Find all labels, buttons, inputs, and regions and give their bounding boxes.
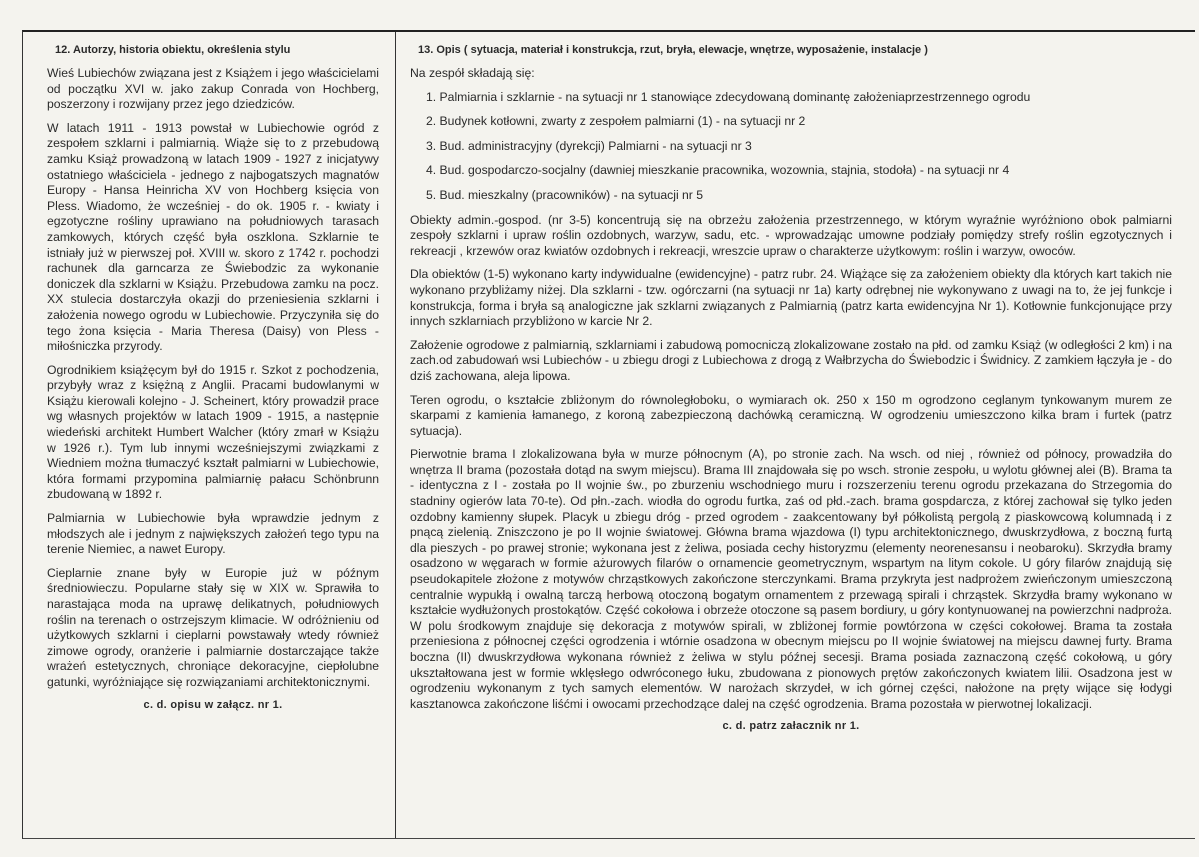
left-continuation-note: c. d. opisu w załącz. nr 1. (143, 698, 283, 711)
building-list (410, 90, 1172, 204)
history-paragraph: W latach 1911 - 1913 powstał w Lubiechowie ogród z zespołem szklarni i palmiarnią. Wiąże się to z przebudową zamku Książ prowadzoną w latach 1909 - 1927 z inicjatywy ostatniego właściciela - jednego z najbogatszych magnatów Europy - Hansa Heinricha XV von Hochberg księcia von Pless. Wiadomo, że wcześniej - do ok. 1905 r. - kwiaty i egzotyczne rośliny uprawiano na południowych tarasach zamkowych, których część była oszklona. Szklarnie te istniały już w pierwszej poł. XVIII w. skoro z 1742 r. pochodzi rachunek dla garncarza ze Świebodzic za wykonanie doniczek dla szklarni w Książu. Przebudowa zamku na pocz. XX stulecia dostarczyła okazji do przeniesienia szklarni i założenia nowego ogrodu w Lubiechowie. Przyczyniła się do tego żona księcia - Maria Theresa (Daisy) von Pless - miłośniczka przyrody. (47, 120, 379, 354)
description-paragraph: Obiekty admin.-gospod. (nr 3-5) koncentrują się na obrzeżu założenia przestrzennego, w którym wyraźnie wyróżniono obok palmiarni zespoły szklarni i upraw roślin ozdobnych, warzyw, sadu, etc. - wprowadzając umowne podziały pomiędzy strefy roślin egzotycznych i rekreacji , krzewów oraz kwiatów ozdobnych i rekreacji, wreszcie upraw o charakterze użytkowym: roślin i warzyw, owoców. (410, 212, 1172, 258)
list-item: 2. Budynek kotłowni, zwarty z zespołem palmiarni (1) - na sytuacji nr 2 (426, 114, 806, 129)
description-paragraph: Teren ogrodu, o kształcie zbliżonym do równoległoboku, o wymiarach ok. 250 x 150 m ogrodzono ceglanym tynkowanym murem ze skarpami z kamienia łamanego, z koroną zabezpieczoną dachówką ceramiczną. W ogrodzeniu umieszczono kilka bram i furtek (patrz sytuacja). (410, 392, 1172, 438)
document-sheet (22, 30, 1195, 839)
history-column (23, 32, 396, 838)
history-paragraph: Ogrodnikiem książęcym był do 1915 r. Szkot z pochodzenia, przybyły wraz z księżną z Anglii. Pracami budowlanymi w Książu kierowali kolejno - J. Scheinert, który prowadził prace wg własnych projektów w latach 1909 - 1915, a następnie wiedeński architekt Humbert Walcher (który zmarł w Książu w 1926 r.). Tym lub innymi wcześniejszymi związkami z Wiedniem można tłumaczyć kształt palmiarni w Lubiechowie, która formami przypomina palmiarnię pałacu Schönbrunn zbudowaną w 1892 r. (47, 362, 379, 502)
description-paragraph: Dla obiektów (1-5) wykonano karty indywidualne (ewidencyjne) - patrz rubr. 24. Wiążące się za założeniem obiekty dla których kart takich nie wykonano przybliżamy niżej. Dla szklarni - tzw. ogórczarni (na sytuacji nr 1a) karty odrębnej nie wykonywano z uwagi na to, że jej funkcje i konstrukcja, forma i bryła są analogiczne jak szklarni związanych z Palmiarnią (patrz karta ewidencyjna Nr 1). Kotłownie funkcjonujące przy innych szklarniach przybliżono w karcie Nr 2. (410, 267, 1172, 329)
description-intro: Na zespół składają się: (410, 66, 535, 80)
list-item: 5. Bud. mieszkalny (pracowników) - na sytuacji nr 5 (426, 187, 704, 202)
list-item: 4. Bud. gospodarczo-socjalny (dawniej mieszkanie pracownika, wozownia, stajnia, stodoła) - na sytuacji nr 4 (426, 163, 1010, 178)
description-column (396, 32, 1192, 838)
list-item: 3. Bud. administracyjny (dyrekcji) Palmiarni - na sytuacji nr 3 (426, 138, 752, 153)
section-13-heading: 13. Opis ( sytuacja, materiał i konstrukcja, rzut, bryła, elewacje, wnętrze, wyposażenie, instalacje ) (418, 44, 928, 56)
section-12-heading: 12. Autorzy, historia obiektu, określenia stylu (55, 44, 291, 56)
description-paragraph: Założenie ogrodowe z palmiarnią, szklarniami i zabudową pomocniczą zlokalizowane zostało na płd. od zamku Książ (w odległości 2 km) i na zach.od zabudowań wsi Lubiechów - u zbiegu drogi z Lubiechowa z drogą z Wałbrzycha do Świebodzic i Świdnicy. Z zamkiem łączyła je - do dziś zachowana, aleja lipowa. (410, 337, 1172, 383)
list-item: 1. Palmiarnia i szklarnie - na sytuacji nr 1 stanowiące zdecydowaną dominantę założeniaprzestrzennego ogrodu (426, 89, 1031, 104)
description-paragraph: Pierwotnie brama I zlokalizowana była w murze północnym (A), po stronie zach. Na wsch. od niej , również od północy, prowadziła do wnętrza II brama (pozostała dotąd na swym miejscu). Brama III znajdowała się po wsch. stronie zespołu, u wylotu głównej alei (B). Brama ta - identyczna z I - została po II wojnie św., po zburzeniu wschodniego muru i rozszerzeniu terenu ogrodu przekazana do Strzegomia do stadniny ogierów lata 70-te). Od płn.-zach. wiodła do ogrodu furtka, zaś od płd.-zach. brama gospdarcza, z której zachował się tylko jeden ozdobny kamienny słupek. Placyk u zbiegu dróg - przed ogrodem - zaakcentowany był półkolistą pergolą z piaskowcową kolumnadą i z pnącą zielenią. Zniszczono je po II wojnie światowej. Główna brama wjazdowa (I) typu architektonicznego, dwuskrzydłowa, z boczną furtą dla pieszych - po prawej stronie; wykonana jest z żeliwa, posiada cechy historyzmu (elementy neorenesansu i neobaroku). Skrzydła bramy osadzono w węgarach w formie ażurowych filarów o ornamencie geometrycznym, wspartym na litym cokole. U góry filarów znajdują się pseudokapitele złożone z motywów chrząstkowych zakończone sterczynkami. Brama przykryta jest nadprożem zwieńczonym umieszczoną centralnie wypukłą i owalną tarczą herbową otoczoną bogatym ornamentem z przewagą spirali i chrząstek. Skrzydła bramy wykonano w kształcie wydłużonych prostokątów. Część cokołowa i obrzeże otoczone są pasem bordiury, u góry kontynuowanej na powierzchni nadproża. W polu środkowym znajduje się dekoracja z motywów spirali, w zbliżonej formie powtórzona w części cokołowej. Brama ta została przeniesiona z północnej części ogrodzenia i wtórnie osadzona w obecnym miejscu po II wojnie światowej na miejscu dawnej furty. Brama boczna (II) dwuskrzydłowa wykonana również z żeliwa w stylu późnej secesji. Brama posiada zaznaczoną część cokołową, u góry ukształtowana jest w formie wklęsłego odwróconego łuku, zbudowana z pionowych prętów zakończonych kwiatem lilii. Osadzona jest w ogrodzeniu wykonanym z tych samych elementów. W narożach skrzydeł, w ich górnej części, nałożone na pręty wijące się łodygi kasztanowca zakończone liśćmi i owocami przechodzące dalej na część ogrodzenia. Brama pozostała w pierwotnej lokalizacji. (410, 447, 1172, 711)
history-paragraph: Cieplarnie znane były w Europie już w późnym średniowieczu. Popularne stały się w XIX w. Sprawiła to narastająca moda na uprawę delikatnych, południowych roślin na terenach o ostrzejszym klimacie. W odróżnieniu od użytkowych szklarni i cieplarni powstawały wtedy również zimowe ogrody, oranżerie i palmiarnie dostarczające także wrażeń estetycznych, chroniące dekoracyjne, ciepłolubne gatunki, wyróżniające się rozwiązaniami architektonicznymi. (47, 565, 379, 689)
history-paragraph: Palmiarnia w Lubiechowie była wprawdzie jednym z młodszych ale i jednym z największych założeń tego typu na terenie Niemiec, a nawet Europy. (47, 511, 379, 557)
history-paragraph: Wieś Lubiechów związana jest z Książem i jego właścicielami od początku XVI w. jako zakup Conrada von Hochberg, poszerzony i rozwijany przez jego dziedziców. (47, 66, 379, 112)
right-continuation-note: c. d. patrz załacznik nr 1. (722, 720, 860, 733)
